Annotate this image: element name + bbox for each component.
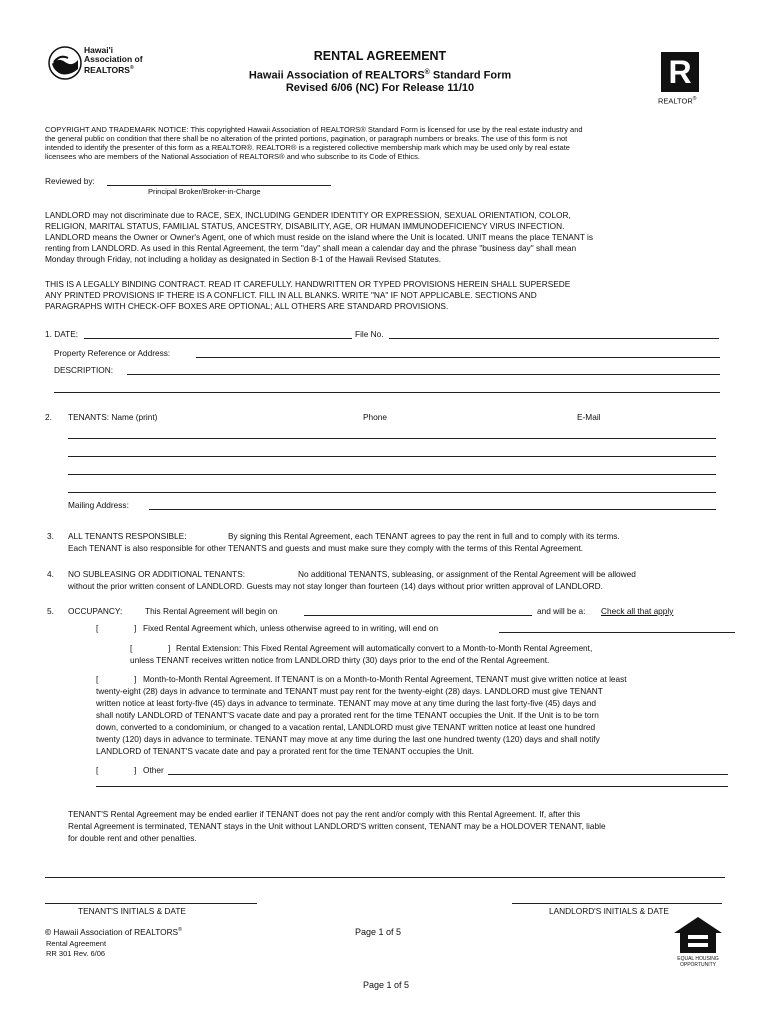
section-4-line: without the prior written consent of LANDLORD. Guests may not stay longer than fourteen (14) days without prior written approval of LANDLORD.	[68, 581, 603, 591]
form-revision: Revised 6/06 (NC) For Release 11/10	[285, 82, 475, 94]
property-field[interactable]	[196, 357, 720, 358]
monthly-line: twenty (120) days in advance to terminate. TENANT may move at any time during the last one hundred twenty (120) days and shall notify	[96, 734, 600, 744]
form-subtitle-standard: Standard Form	[429, 69, 512, 82]
check-all-note: Check all that apply	[601, 606, 674, 616]
landlord-line: renting from LANDLORD. As used in this Rental Agreement, the term "day" shall mean a calendar day and the phrase "business day" shall mean	[45, 243, 577, 253]
section-2-number: 2.	[45, 412, 52, 422]
description-field-line2[interactable]	[54, 392, 720, 393]
monthly-line: twenty-eight (28) days in advance to terminate and TENANT must pay rent for the twenty-eight (28) days. LANDLORD must give TENANT	[96, 686, 603, 696]
section-3-number: 3.	[47, 531, 54, 541]
description-label: DESCRIPTION:	[54, 365, 114, 375]
eho-caption: EQUAL HOUSING	[677, 956, 719, 962]
landlord-line: LANDLORD means the Owner or Owner's Agent, one of which must reside on the island where the Unit is located. UNIT means the place TENANT is	[45, 232, 594, 242]
file-no-field[interactable]	[389, 338, 719, 339]
other-field-line2[interactable]	[96, 786, 728, 787]
checkbox-open: [	[96, 765, 99, 775]
binding-line: ANY PRINTED PROVISIONS IF THERE IS A CONFLICT. FILL IN ALL BLANKS. WRITE "NA" IF NOT APPLICABLE. SECTIONS AND	[45, 290, 537, 300]
checkbox-close: ]	[168, 643, 171, 653]
reviewed-by-field[interactable]	[107, 185, 331, 186]
copyright-line: intended to identify the presenter of this form as a REALTOR®. REALTOR® is a registered collective membership mark which may be used only by real estate	[45, 143, 570, 152]
file-no-label: File No.	[355, 329, 384, 339]
monthly-line: Month-to-Month Rental Agreement. If TENANT is on a Month-to-Month Rental Agreement, TENANT must give written notice at least	[143, 674, 627, 684]
tenants-email-label: E-Mail	[577, 412, 601, 422]
tenant-row-field[interactable]	[68, 456, 716, 457]
tenant-row-field[interactable]	[68, 492, 716, 493]
monthly-line: LANDLORD of TENANT'S vacate date and pay a prorated rent for the time TENANT occupies the Unit.	[96, 746, 474, 756]
mailing-address-field[interactable]	[149, 509, 716, 510]
footer-copyright-org: Hawaii Association of REALTORS	[51, 926, 179, 937]
copyright-symbol: ©	[45, 926, 52, 937]
binding-line: THIS IS A LEGALLY BINDING CONTRACT. READ IT CAREFULLY. HANDWRITTEN OR TYPED PROVISIONS HEREIN SHALL SUPERSEDE	[45, 279, 571, 289]
footer-form-name: Rental Agreement	[46, 939, 107, 948]
binding-line: PARAGRAPHS WITH CHECK-OFF BOXES ARE OPTIONAL; ALL OTHERS ARE STANDARD PROVISIONS.	[45, 301, 449, 311]
fixed-agreement-label: Fixed Rental Agreement which, unless otherwise agreed to in writing, will end on	[143, 623, 439, 633]
eho-caption: OPPORTUNITY	[679, 962, 717, 968]
other-label: Other	[143, 765, 164, 775]
section-3-heading: ALL TENANTS RESPONSIBLE:	[68, 531, 187, 541]
equal-housing-logo	[670, 915, 726, 973]
checkbox-open: [	[96, 674, 99, 684]
extension-line: unless TENANT receives written notice from LANDLORD thirty (30) days prior to the end of the Rental Agreement.	[130, 655, 550, 665]
hawaii-realtors-logo	[46, 44, 158, 82]
monthly-line: written notice at least forty-five (45) days in advance to terminate. TENANT may move at any time during the last forty-five (45) days and	[96, 698, 597, 708]
section-3-line: Each TENANT is also responsible for other TENANTS and guests and must make sure they comply with the terms of this Rental Agreement.	[68, 543, 584, 553]
will-be-label: and will be a:	[537, 606, 586, 616]
footer-divider	[45, 877, 725, 878]
logo-line-realtors: REALTORS	[84, 64, 130, 75]
page-number: Page 1 of 5	[363, 980, 410, 990]
section-4-number: 4.	[47, 569, 54, 579]
date-label: 1. DATE:	[45, 329, 79, 339]
checkbox-open: [	[96, 623, 99, 633]
equal-housing-house-icon	[672, 915, 724, 955]
checkbox-close: ]	[134, 623, 137, 633]
realtor-caption: REALTOR	[658, 96, 693, 106]
landlord-initials-field[interactable]	[512, 903, 722, 904]
footer-page-number: Page 1 of 5	[355, 927, 402, 937]
monthly-line: down, converted to a condominium, or changed to a vacation rental, LANDLORD must give TENANT written notice at least one hundred	[96, 722, 596, 732]
landlord-line: LANDLORD may not discriminate due to RACE, SEX, INCLUDING GENDER IDENTITY OR EXPRESSION, SEXUAL ORIENTATION, COLOR,	[45, 210, 571, 220]
tenant-row-field[interactable]	[68, 474, 716, 475]
section-5-heading: OCCUPANCY:	[68, 606, 123, 616]
tenant-initials-label: TENANT'S INITIALS & DATE	[78, 906, 186, 916]
footer-form-rev: RR 301 Rev. 6/06	[46, 949, 106, 958]
landlord-initials-label: LANDLORD'S INITIALS & DATE	[549, 906, 669, 916]
date-field[interactable]	[84, 338, 352, 339]
realtor-r-letter: R	[668, 54, 692, 90]
checkbox-open: [	[130, 643, 133, 653]
hawaii-wave-icon	[48, 46, 82, 80]
fixed-end-date-field[interactable]	[499, 632, 735, 633]
checkbox-close: ]	[134, 765, 137, 775]
checkbox-close: ]	[134, 674, 137, 684]
logo-registered-mark: ®	[129, 65, 134, 71]
landlord-line: RELIGION, MARITAL STATUS, FAMILIAL STATUS, ANCESTRY, DISABILITY, AGE, OR HUMAN IMMUNODEFICIENCY VIRUS INFECTION.	[45, 221, 565, 231]
section-3-line: By signing this Rental Agreement, each TENANT agrees to pay the rent in full and to comply with its terms.	[228, 531, 620, 541]
holdover-line: for double rent and other penalties.	[68, 833, 197, 843]
landlord-line: Monday through Friday, not including a holiday as designated in Section 8-1 of the Hawaii Revised Statutes.	[45, 254, 442, 264]
realtor-r-block	[661, 52, 699, 92]
description-field[interactable]	[127, 374, 720, 375]
copyright-line: COPYRIGHT AND TRADEMARK NOTICE: This copyrighted Hawaii Association of REALTORS® Standard Form is licensed for use by the real estate industry and	[45, 125, 583, 134]
reviewed-by-sublabel: Principal Broker/Broker-in-Charge	[148, 187, 261, 196]
tenants-phone-label: Phone	[363, 412, 387, 422]
holdover-line: TENANT'S Rental Agreement may be ended earlier if TENANT does not pay the rent and/or comply with this Rental Agreement. If, after this	[68, 809, 581, 819]
realtor-caption-reg: ®	[692, 96, 697, 102]
tenants-name-label: TENANTS: Name (print)	[68, 412, 158, 422]
section-5-number: 5.	[47, 606, 54, 616]
begin-date-label: This Rental Agreement will begin on	[145, 606, 278, 616]
tenant-initials-field[interactable]	[45, 903, 257, 904]
holdover-line: Rental Agreement is terminated, TENANT stays in the Unit without LANDLORD'S written consent, TENANT may be a HOLDOVER TENANT, liable	[68, 821, 606, 831]
logo-line-hawaii: Hawai'i	[84, 45, 113, 55]
monthly-line: shall notify LANDLORD of TENANT'S vacate date and pay a prorated rent for the time TENANT occupies the Unit. If the Unit is to be torn	[96, 710, 599, 720]
begin-date-field[interactable]	[304, 615, 532, 616]
other-field[interactable]	[168, 774, 728, 775]
section-4-line: No additional TENANTS, subleasing, or assignment of the Rental Agreement will be allowed	[298, 569, 636, 579]
realtor-logo	[656, 50, 712, 106]
tenant-row-field[interactable]	[68, 438, 716, 439]
mailing-address-label: Mailing Address:	[68, 500, 129, 510]
property-label: Property Reference or Address:	[54, 348, 171, 358]
reviewed-by-label: Reviewed by:	[45, 176, 95, 186]
form-title: RENTAL AGREEMENT	[313, 49, 447, 63]
section-4-heading: NO SUBLEASING OR ADDITIONAL TENANTS:	[68, 569, 246, 579]
form-subtitle-org: Hawaii Association of REALTORS	[248, 69, 425, 82]
copyright-line: the general public on condition that there shall be no alteration of the printed portions, pagination, or paragraph numbers or breaks. The use of this form is not	[45, 134, 568, 143]
extension-line: Rental Extension: This Fixed Rental Agreement will automatically convert to a Month-to-Month Rental Agreement,	[176, 643, 593, 653]
footer-copyright-reg: ®	[178, 927, 182, 933]
copyright-line: licensees who are members of the National Association of REALTORS® and who subscribe to its Code of Ethics.	[45, 152, 421, 161]
logo-line-association: Association of	[84, 54, 143, 64]
form-subtitle-reg: ®	[424, 69, 430, 76]
